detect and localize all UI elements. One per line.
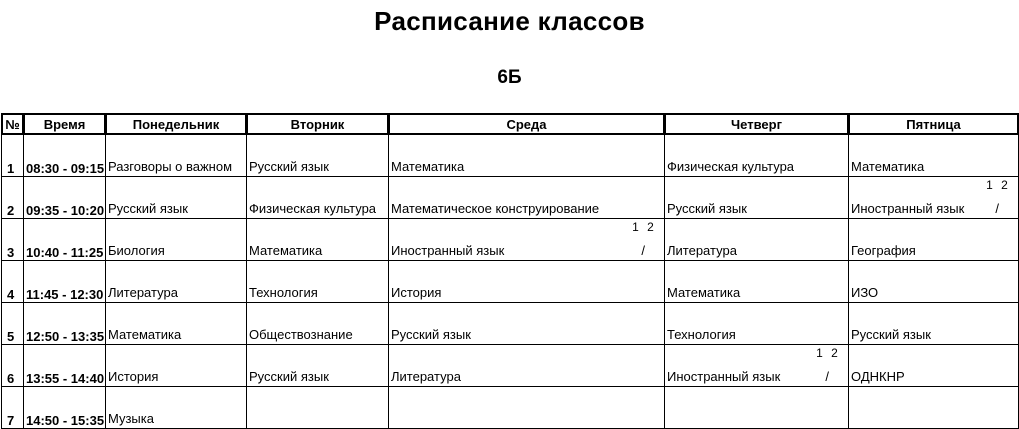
lesson-name: Разговоры о важном [108,159,233,174]
lesson-name: Физическая культура [249,201,377,216]
group-1-mark: 1 [816,346,823,360]
group-separator: / [995,201,999,216]
lesson-name: Русский язык [108,201,188,216]
table-row [2,261,1019,303]
lesson-name: История [108,369,159,384]
lesson-name: Математика [249,243,323,258]
group-numbers [628,220,658,234]
monday-cell [106,135,247,177]
lesson-number: 7 [2,387,24,429]
header-time: Время [24,114,106,135]
lesson-number: 4 [2,261,24,303]
group-1-mark: 1 [986,178,993,192]
table-row [2,303,1019,345]
thursday-cell [665,303,849,345]
lesson-name: Физическая культура [667,159,795,174]
lesson-time: 12:50 - 13:35 [24,303,106,345]
lesson-time: 14:50 - 15:35 [24,387,106,429]
lesson-number: 1 [2,135,24,177]
header-tuesday: Вторник [247,114,389,135]
group-1-mark: 1 [632,220,639,234]
table-row [2,135,1019,177]
friday-cell [849,345,1019,387]
wednesday-cell [389,387,665,429]
header-wednesday: Среда [389,114,665,135]
lesson-name: Русский язык [249,369,329,384]
group-2-mark: 2 [647,220,654,234]
group-numbers [982,178,1012,192]
lesson-name: Русский язык [249,159,329,174]
lesson-number: 2 [2,177,24,219]
group-2-mark: 2 [831,346,838,360]
header-monday: Понедельник [106,114,247,135]
lesson-name: Математическое конструирование [391,201,600,216]
lesson-name: Математика [391,159,465,174]
monday-cell [106,345,247,387]
lesson-time: 11:45 - 12:30 [24,261,106,303]
lesson-number: 6 [2,345,24,387]
thursday-cell [665,387,849,429]
lesson-name: Русский язык [851,327,931,342]
lesson-name: История [391,285,442,300]
table-row [2,345,1019,387]
wednesday-cell [389,261,665,303]
header-friday: Пятница [849,114,1019,135]
tuesday-cell [247,303,389,345]
lesson-name: Русский язык [667,201,747,216]
lesson-name: Литература [108,285,178,300]
lesson-name: Русский язык [391,327,471,342]
tuesday-cell [247,345,389,387]
friday-cell [849,387,1019,429]
lesson-number: 3 [2,219,24,261]
class-name: 6Б [497,67,522,88]
tuesday-cell [247,261,389,303]
thursday-cell [665,261,849,303]
thursday-cell [665,219,849,261]
monday-cell [106,261,247,303]
friday-cell [849,135,1019,177]
wednesday-cell [389,177,665,219]
friday-cell [849,177,1019,219]
monday-cell [106,177,247,219]
lesson-name: Математика [108,327,182,342]
lesson-time: 08:30 - 09:15 [24,135,106,177]
lesson-name: Иностранный язык [391,243,505,258]
table-row [2,387,1019,429]
lesson-number: 5 [2,303,24,345]
tuesday-cell [247,135,389,177]
lesson-name: ИЗО [851,285,879,300]
lesson-name: Музыка [108,411,154,426]
table-row [2,219,1019,261]
lesson-name: Технология [667,327,736,342]
tuesday-cell [247,219,389,261]
lesson-name: Обществознание [249,327,353,342]
page-title: Расписание классов [374,6,645,36]
thursday-cell [665,345,849,387]
tuesday-cell [247,177,389,219]
lesson-name: Иностранный язык [667,369,781,384]
monday-cell [106,303,247,345]
lesson-time: 10:40 - 11:25 [24,219,106,261]
lesson-name: География [851,243,916,258]
wednesday-cell [389,345,665,387]
lesson-name: Биология [108,243,165,258]
wednesday-cell [389,303,665,345]
lesson-name: ОДНКНР [851,369,905,384]
header-row [2,114,1019,135]
lesson-name: Иностранный язык [851,201,965,216]
tuesday-cell [247,387,389,429]
lesson-name: Математика [851,159,925,174]
lesson-time: 09:35 - 10:20 [24,177,106,219]
header-thursday: Четверг [665,114,849,135]
thursday-cell [665,177,849,219]
lesson-time: 13:55 - 14:40 [24,345,106,387]
schedule-table [1,113,1019,429]
table-row [2,177,1019,219]
friday-cell [849,303,1019,345]
lesson-name: Технология [249,285,318,300]
header-number: № [2,114,24,135]
friday-cell [849,219,1019,261]
wednesday-cell [389,135,665,177]
group-2-mark: 2 [1001,178,1008,192]
friday-cell [849,261,1019,303]
monday-cell [106,219,247,261]
group-separator: / [825,369,829,384]
lesson-name: Литература [391,369,461,384]
lesson-name: Математика [667,285,741,300]
lesson-name: Литература [667,243,737,258]
monday-cell [106,387,247,429]
thursday-cell [665,135,849,177]
wednesday-cell [389,219,665,261]
group-numbers [812,346,842,360]
group-separator: / [641,243,645,258]
